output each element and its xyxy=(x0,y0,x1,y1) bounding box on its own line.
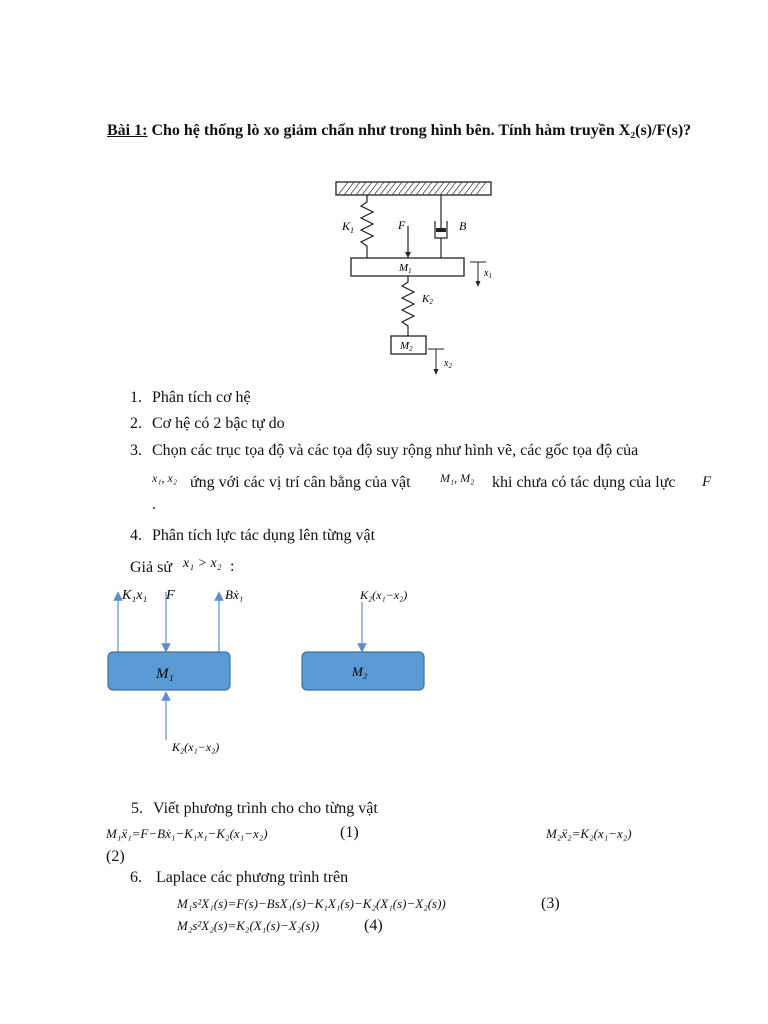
equation-2-tag: (2) xyxy=(106,848,125,865)
fbd-bx1: Bẋ₁ xyxy=(225,587,244,602)
m1-label: M1 xyxy=(399,262,412,275)
x2-label: $x_2$ xyxy=(444,358,452,370)
step-3-mid: ứng với các vị trí cân bằng của vật xyxy=(190,474,411,491)
equation-4-tag: (4) xyxy=(364,917,383,934)
equation-3: M₁s²X₁(s)=F(s)−BsX₁(s)−K₁X₁(s)−K₂(X₁(s)−X₂(s)) xyxy=(177,896,446,911)
fbd-m2-k2: K₂(x₁−x₂) xyxy=(360,588,408,602)
assume-expr: x₁ > x₂ xyxy=(183,556,222,571)
step-3-x-vars: x₁, x₂ xyxy=(152,471,177,485)
problem-label: Bài 1: xyxy=(107,122,148,139)
step-3-m-vars: M₁, M₂ xyxy=(440,471,475,485)
b-label: B xyxy=(459,219,467,233)
fbd-m1-k2: K₂(x₁−x₂) xyxy=(172,740,220,754)
step-2-text: Cơ hệ có 2 bậc tự do xyxy=(152,415,285,432)
step-5-number: 5. xyxy=(131,800,143,817)
equation-1: M₁ẍ₁=F−Bẋ₁−K₁x₁−K₂(x₁−x₂) xyxy=(106,826,268,841)
step-1-text: Phân tích cơ hệ xyxy=(152,389,251,406)
step-3-period: . xyxy=(152,496,156,513)
f-label: F xyxy=(398,218,406,232)
m2-label: M2 xyxy=(400,340,413,353)
free-body-diagrams xyxy=(100,580,440,765)
fbd-m2-label: M₂ xyxy=(352,664,368,679)
assume-colon: : xyxy=(230,558,235,575)
problem-statement xyxy=(107,118,713,144)
step-3-force: F xyxy=(702,474,712,490)
x1-label: $x_1$ xyxy=(484,268,492,280)
k2-label: K2 xyxy=(422,293,433,306)
step-1-number: 1. xyxy=(130,389,142,406)
equation-1-tag: (1) xyxy=(340,824,359,841)
fbd-k1x1: K₁x₁ xyxy=(122,588,148,603)
step-6-text: Laplace các phương trình trên xyxy=(156,869,349,886)
spring-damper-figure xyxy=(320,176,500,382)
step-5-text: Viết phương trình cho cho từng vật xyxy=(153,800,378,817)
step-2-number: 2. xyxy=(130,415,142,432)
equation-4: M₂s²X₂(s)=K₂(X₁(s)−X₂(s)) xyxy=(177,918,320,933)
problem-text: Cho hệ thống lò xo giảm chấn như trong hình bên. Tính hàm truyền X₂(s)/F(s)? xyxy=(151,122,692,139)
k1-label: $K_1$ xyxy=(342,219,355,235)
spring-k1 xyxy=(361,195,373,258)
equation-3-tag: (3) xyxy=(541,895,560,912)
step-4-text: Phân tích lực tác dụng lên từng vật xyxy=(152,527,376,544)
equation-2: M₂ẍ₂=K₂(x₁−x₂) xyxy=(546,826,632,841)
step-3-number: 3. xyxy=(130,442,142,459)
step-6-number: 6. xyxy=(130,869,142,886)
step-3-text: Chọn các trục tọa độ và các tọa độ suy rộng như hình vẽ, các gốc tọa độ của xyxy=(152,442,639,459)
fbd-m1-label: M₁ xyxy=(156,666,174,682)
step-3-end: khi chưa có tác dụng của lực xyxy=(492,474,676,491)
fbd-f: F xyxy=(166,588,175,603)
step-4-number: 4. xyxy=(130,527,142,544)
spring-k2 xyxy=(402,276,414,336)
assume-text: Giả sử xyxy=(130,559,172,576)
